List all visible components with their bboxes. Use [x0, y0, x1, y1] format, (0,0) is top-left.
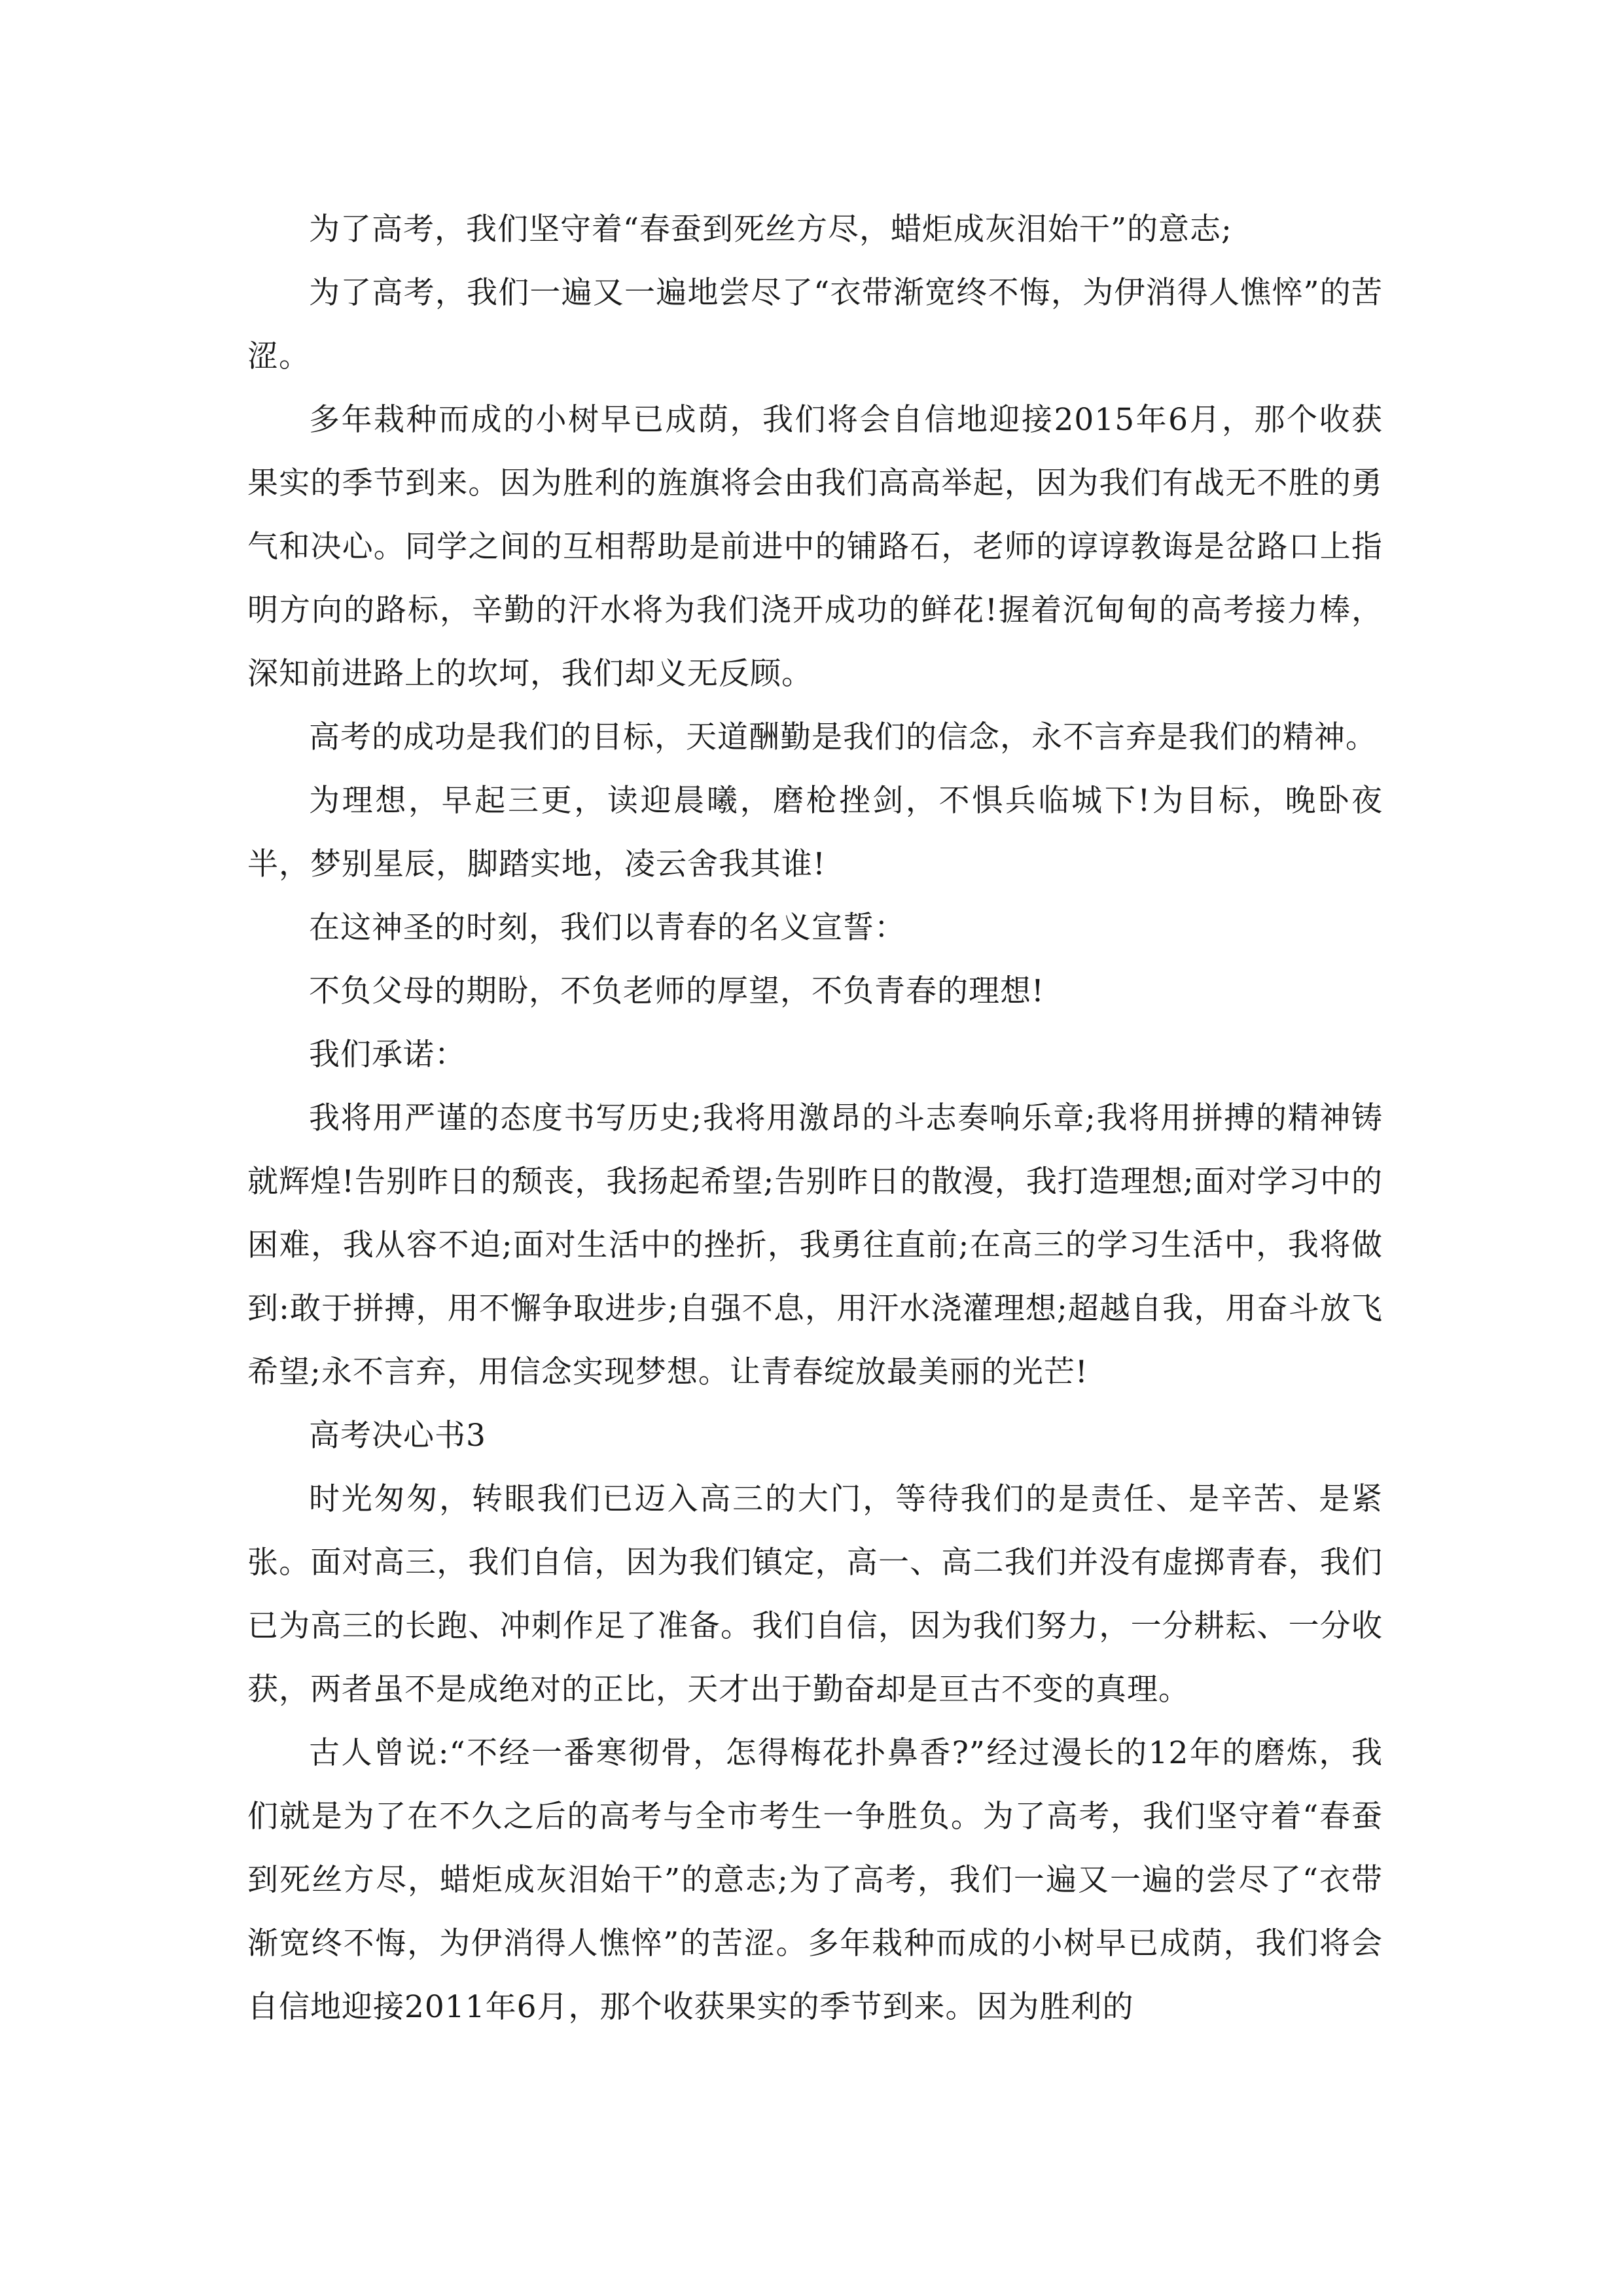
paragraph: 为了高考，我们坚守着“春蚕到死丝方尽，蜡炬成灰泪始干”的意志; — [309, 211, 1232, 247]
paragraph: 不负父母的期盼，不负老师的厚望，不负青春的理想! — [309, 973, 1044, 1009]
paragraph: 古人曾说:“不经一番寒彻骨，怎得梅花扑鼻香?”经过漫长的12年的磨炼，我们就是为了在不久之后的高考与全市考生一争胜负。为了高考，我们坚守着“春蚕到死丝方尽，蜡炬成灰泪始干”的意志;为了高考，我们一遍又一遍的尝尽了“衣带渐宽终不悔，为伊消得人憔悴”的苦涩。多年栽种而成的小树早已成荫，我们将会自信地迎接2011年6月，那个收获果实的季节到来。因为胜利的 — [247, 1735, 1383, 2025]
paragraph: 我将用严谨的态度书写历史;我将用激昂的斗志奏响乐章;我将用拼搏的精神铸就辉煌!告别昨日的颓丧，我扬起希望;告别昨日的散漫，我打造理想;面对学习中的困难，我从容不迫;面对生活中的挫折，我勇往直前;在高三的学习生活中，我将做到:敢于拼搏，用不懈争取进步;自强不息，用汗水浇灌理想;超越自我，用奋斗放飞希望;永不言弃，用信念实现梦想。让青春绽放最美丽的光芒! — [247, 1100, 1383, 1390]
document-body — [247, 198, 1383, 2039]
paragraph: 在这神圣的时刻，我们以青春的名义宣誓： — [309, 910, 906, 946]
paragraph: 为了高考，我们一遍又一遍地尝尽了“衣带渐宽终不悔，为伊消得人憔悴”的苦涩。 — [247, 275, 1383, 374]
paragraph: 多年栽种而成的小树早已成荫，我们将会自信地迎接2015年6月，那个收获果实的季节到来。因为胜利的旌旗将会由我们高高举起，因为我们有战无不胜的勇气和决心。同学之间的互相帮助是前进中的铺路石，老师的谆谆教诲是岔路口上指明方向的路标，辛勤的汗水将为我们浇开成功的鲜花!握着沉甸甸的高考接力棒，深知前进路上的坎坷，我们却义无反顾。 — [247, 402, 1383, 692]
paragraph: 高考的成功是我们的目标，天道酬勤是我们的信念，永不言弃是我们的精神。 — [309, 719, 1377, 755]
section-title: 高考决心书3 — [309, 1418, 486, 1454]
paragraph: 时光匆匆，转眼我们已迈入高三的大门，等待我们的是责任、是辛苦、是紧张。面对高三，我们自信，因为我们镇定，高一、高二我们并没有虚掷青春，我们已为高三的长跑、冲刺作足了准备。我们自信，因为我们努力，一分耕耘、一分收获，两者虽不是成绝对的正比，天才出于勤奋却是亘古不变的真理。 — [247, 1481, 1383, 1708]
paragraph: 我们承诺： — [309, 1037, 466, 1073]
paragraph: 为理想，早起三更，读迎晨曦，磨枪挫剑，不惧兵临城下!为目标，晚卧夜半，梦别星辰，脚踏实地，凌云舍我其谁! — [247, 783, 1383, 882]
